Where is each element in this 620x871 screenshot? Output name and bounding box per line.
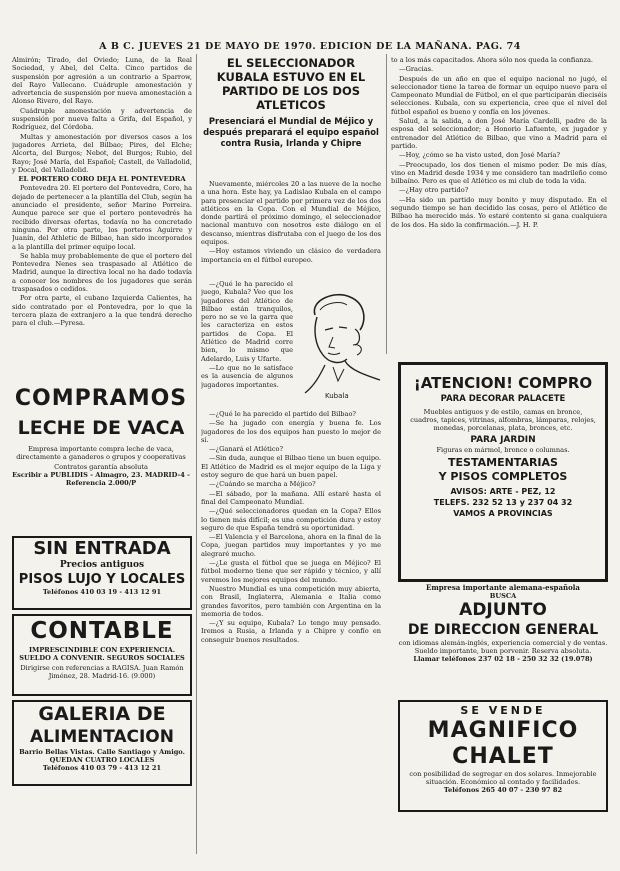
paragraph: —Gracias. xyxy=(399,65,434,74)
ad-title: COMPRAMOS xyxy=(14,386,188,411)
section-subhead: EL PORTERO CORO DEJA EL PONTEVEDRA xyxy=(18,175,186,184)
article-body xyxy=(201,410,381,855)
ad-title: GALERIA DE xyxy=(38,703,166,725)
ad-body: IMPRESCINDIBLE CON EXPERIENCIA. SUELDO A CONVENIR. SEGUROS SOCIALES xyxy=(19,646,185,662)
paragraph: —¿Hay otro partido? xyxy=(399,186,469,195)
paragraph: —¿Qué le ha parecido el partido del Bilbao? xyxy=(209,410,356,418)
portrait-caption: Kubala xyxy=(325,392,349,400)
article-headline xyxy=(200,56,382,149)
ad-sin-entrada xyxy=(12,536,192,610)
ad-title: MAGNIFICO xyxy=(427,718,579,743)
paragraph: —Preocupado, los dos tienen el mismo poder. De mis días, vino en Madrid desde 1934 y me considero tan madrileño como bilbaíno. Pero es que el Atlético es mi club de toda la vida. xyxy=(391,160,607,186)
ad-title: SIN ENTRADA xyxy=(33,538,171,559)
ad-contact: AVISOS: ARTE - PEZ, 12 xyxy=(450,487,556,496)
paragraph: Por otra parte, el cubano Izquierda Calientes, ha sido contratado por el Pontevedra, por lo que la tercera plaza de extranjero a la que tendrá derecho para el club.—Pyresa. xyxy=(12,294,192,328)
paragraph: —El Valencia y el Barcelona, ahora en la final de la Copa, juegan partidos muy importantes y yo me alegraré mucho. xyxy=(201,533,381,558)
ad-body: Muebles antiguos y de estilo, camas en bronce, cuadros, tapices, vitrinas, alfombras, lámparas, relojes, monedas, porcelanas, plata, bronces, etc. xyxy=(410,408,596,432)
ad-contact: Contratos garantía absoluta xyxy=(54,463,148,471)
kubala-portrait xyxy=(295,285,385,405)
paragraph: Nuestro Mundial es una competición muy abierta, con Brasil, Inglaterra, Alemania e Italia como grandes favoritos, pero también con Argentina en la memoria de todos. xyxy=(201,584,381,618)
paragraph: —¿Le gusta el fútbol que se juega en Méjico? El fútbol moderno tiene que ser rápido y técnico, y allí veremos los mejores equipos del mundo. xyxy=(201,559,381,584)
ad-title: TESTAMENTARIAS xyxy=(448,456,558,469)
ad-galeria xyxy=(12,700,192,786)
ad-adjunto xyxy=(396,584,610,692)
paragraph: Se habla muy probablemente de que el portero del Pontevedra Nenes sea traspasado al Atlético de Madrid, aunque la directiva local no ha dado todavía a conocer los nombres de los jugadores que serán traspasados o cedidos. xyxy=(12,251,192,294)
column-rule xyxy=(386,54,387,354)
left-column-text xyxy=(12,56,192,356)
ad-phone: Teléfonos 410 03 19 - 413 12 91 xyxy=(42,588,162,596)
ad-footer: VAMOS A PROVINCIAS xyxy=(453,509,553,518)
paragraph: —¿Cuándo se marcha a Méjico? xyxy=(209,480,316,489)
paragraph: Después de un año en que el equipo nacional no jugó, el seleccionador tiene la tarea de formar un equipo nuevo para el Campeonato Mundial de Fútbol, en el que participarán dieciséis selecciones. Kubala, con su experiencia, cree que el nivel del fútbol español es bueno y confía en los jóvenes. xyxy=(391,74,607,116)
paragraph: Multas y amonestación por diversos casos a los jugadores Arrieta, del Bilbao; Pires, del Elche; Alcorta, del Burgos; Nebot, del Burgos; Rubio, del Rayo; José María, del Español; Castell, de Valladolid, y Docal, del Valladolid. xyxy=(12,132,192,174)
ad-subtitle: Precios antiguos xyxy=(59,560,145,570)
portrait-sketch-icon xyxy=(295,285,385,405)
ad-title: Y PISOS COMPLETOS xyxy=(438,470,568,483)
paragraph: —¿Y su equipo, Kubala? Lo tengo muy pensado. Iremos a Rusia, a Irlanda y a Chipre y confío en conseguir buenos resultados. xyxy=(201,619,381,644)
headline-text: EL SELECCIONADOR KUBALA ESTUVO EN EL PARTIDO DE LOS DOS ATLETICOS xyxy=(216,56,366,112)
ad-title: ¡ATENCION! COMPRO xyxy=(413,374,593,392)
ad-phone: TELEFS. 232 52 13 y 237 04 32 xyxy=(433,498,573,507)
ad-title: CONTABLE xyxy=(30,618,174,644)
ad-subtitle: SE VENDE xyxy=(460,704,546,717)
ad-title: ADJUNTO xyxy=(459,600,547,620)
right-column-text xyxy=(391,56,607,358)
ad-compramos xyxy=(10,384,192,532)
ad-title: CHALET xyxy=(452,744,554,769)
ad-title: LECHE DE VACA xyxy=(17,417,185,439)
article-lead xyxy=(201,180,381,278)
paragraph: to a los más capacitados. Ahora sólo nos queda la confianza. xyxy=(391,56,594,64)
headline-deck: Presenciará el Mundial de Méjico y después preparará el equipo español contra Rusia, Irlanda y Chipre xyxy=(203,116,379,148)
ad-contact: Escribir a PUBLIDIS - Almagro, 23. MADRID-4 - Referencia 2.000/P xyxy=(12,471,190,487)
paragraph: Salud, a la salida, a don José María Cardelli, padre de la esposa del seleccionador; a Honorio Lafuente, ex jugador y entrenador del Atlético de Bilbao, que vino a Madrid para el partido. xyxy=(391,117,607,150)
ad-phone: Llamar teléfonos 237 02 18 - 250 32 32 (19.078) xyxy=(413,655,593,663)
paragraph: —¿Qué le ha parecido el juego, Kubala? Veo que los jugadores del Atlético de Bilbao están tranquilos, pero no se ve la garra que les caracteriza en estos partidos de Copa. El Atlético de Madrid corre bien, lo mismo que Adelardo, Luis y Ufarte. xyxy=(201,280,293,363)
ad-contact: Dirigirse con referencias a RAGISA. Juan Ramón Jiménez, 28. Madrid-16. (9.000) xyxy=(20,664,184,680)
paragraph: Almirón; Tirado, del Oviedo; Luna, de la Real Sociedad, y Abel, del Celta. Cinco partidos de suspensión por agresión a un contrario a Sparrow, del Rayo Vallecano. Cuádruple amonestación y advertencia de suspensión por nueva amonestación a Alonso Rivero, del Rayo. xyxy=(12,56,192,106)
paragraph: —Se ha jugado con energía y buena fe. Los jugadores de los dos equipos han puesto lo mejor de sí. xyxy=(201,419,381,444)
paragraph: —Hoy estamos viviendo un clásico de verdadera importancia en el fútbol europeo. xyxy=(201,247,381,264)
paragraph: —Sin duda, aunque el Bilbao tiene un buen equipo. El Atlético de Madrid es el mejor equipo de la Liga y estoy seguro de que hará un buen papel. xyxy=(201,454,381,480)
ad-body: con idiomas alemán-inglés, experiencia comercial y de ventas. Sueldo importante, buen porvenir. Reserva absoluta. xyxy=(398,639,608,655)
ad-chalet xyxy=(398,700,608,812)
paragraph: Cuádruple amonestación y advertencia de suspensión por nueva falta a Grifa, del Español, y Rodríguez, del Córdoba. xyxy=(12,106,192,132)
ad-subtitle: PARA JARDIN xyxy=(470,435,536,445)
ad-title: ALIMENTACION xyxy=(30,727,174,747)
paragraph: —El sábado, por la mañana. Allí estaré hasta el final del Campeonato Mundial. xyxy=(201,489,381,506)
paragraph: —Hoy, ¿cómo se ha visto usted, don José María? xyxy=(399,151,560,160)
article-narrow xyxy=(201,280,293,406)
ad-atencion xyxy=(398,362,608,582)
page-header: A B C. JUEVES 21 DE MAYO DE 1970. EDICION DE LA MAÑANA. PAG. 74 xyxy=(99,41,521,52)
paragraph: Nuevamente, miércoles 20 a las nueve de la noche a una hora. Este hay, ya Ladislao Kubala en el campo para presenciar el partido por primera vez de los dos atléticos en la Copa. Con el Mundial de Méjico, donde partirá el próximo domingo, el seleccionador nacional mantuvo con nosotros este diálogo en el descanso, mientras disfrutaba con el juego de los dos equipos. xyxy=(201,180,381,247)
paragraph: —Lo que no le satisface es la ausencia de algunos jugadores importantes. xyxy=(201,363,293,389)
ad-contable xyxy=(12,614,192,696)
ad-intro: Empresa importante alemana-española xyxy=(426,584,580,592)
ad-body: Barrio Bellas Vistas. Calle Santiago y Amigo. QUEDAN CUATRO LOCALES xyxy=(19,748,185,764)
ad-subtitle: PARA DECORAR PALACETE xyxy=(440,394,566,404)
ad-phone: Teléfonos 410 03 79 - 413 12 21 xyxy=(42,764,162,772)
ad-title: PISOS LUJO Y LOCALES xyxy=(18,572,186,587)
paragraph: —¿Qué seleccionadores quedan en la Copa? Ellos lo tienen más difícil; es una competición dura y estoy seguro de que España tendrá su oportunidad. xyxy=(201,507,381,532)
ad-body: Figuras en mármol, bronce o columnas. xyxy=(436,446,570,454)
ad-body: Empresa importante compra leche de vaca, directamente a ganaderos o grupos y cooperativas xyxy=(16,445,186,461)
paragraph: —¿Ganará el Atlético? xyxy=(209,445,284,454)
ad-phone: Teléfonos 265 40 07 - 230 97 82 xyxy=(443,786,563,794)
ad-body: con posibilidad de segregar en dos solares. Inmejorable situación. Económico al contado y facilidades. xyxy=(409,770,597,786)
ad-title: DE DIRECCION GENERAL xyxy=(407,622,599,638)
paragraph: Pontevedra 20. El portero del Pontevedra, Coro, ha dejado de pertenecer a la plantilla del Club, según ha anunciado el presidente, señor Marino Porreira. Aunque parece ser que el portero pontevedrés ha recibido diversas ofertas, todavía no ha concretado ninguna. Por otra parte, los porteros Aguirre y Juanín, del Athletic de Bilbao, han sido incorporados a la plantilla del primer equipo local. xyxy=(12,184,192,251)
paragraph: —Ha sido un partido muy bonito y muy disputado. En el segundo tiempo se han decidido las cosas, pero el Atlético de Bilbao ha merecido más. Yo estaré contento si gana cualquiera de los dos. Ha sido la confirmación.—J. H. P. xyxy=(391,195,607,229)
column-rule xyxy=(196,54,197,854)
ad-subtitle: BUSCA xyxy=(489,592,517,600)
